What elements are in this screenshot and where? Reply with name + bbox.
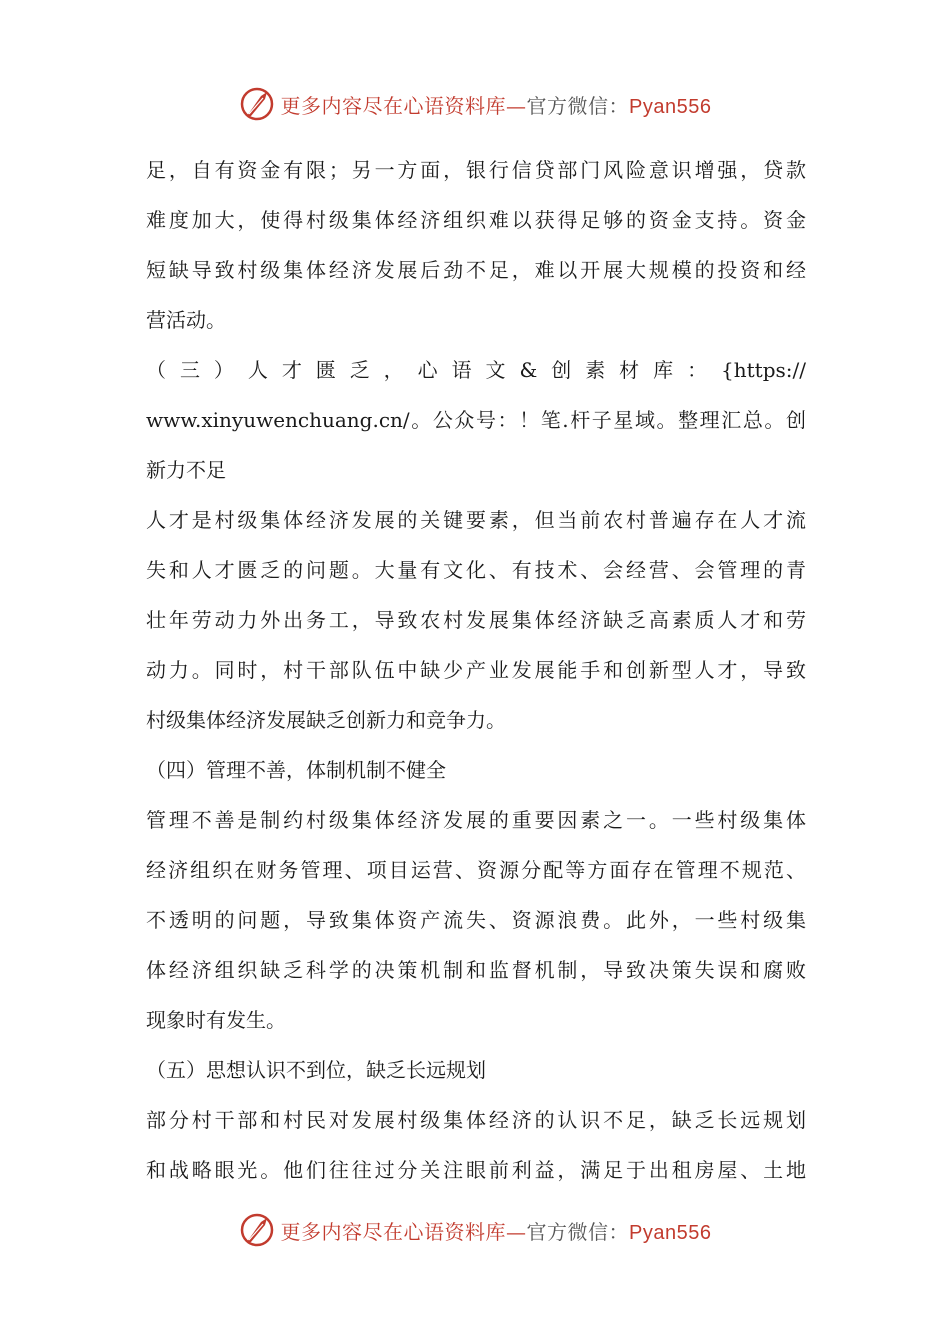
text-line: （五）思想认识不到位，缺乏长远规划 (146, 1058, 486, 1082)
text-line: 管理不善是制约村级集体经济发展的重要因素之一。一些村级集体 (146, 808, 806, 832)
header-banner (0, 82, 950, 126)
text-line: 部分村干部和村民对发展村级集体经济的认识不足，缺乏长远规划 (146, 1108, 806, 1132)
text-line: 短缺导致村级集体经济发展后劲不足，难以开展大规模的投资和经 (146, 258, 806, 282)
text-line: 动力。同时，村干部队伍中缺少产业发展能手和创新型人才，导致 (146, 658, 806, 682)
text-line: 体经济组织缺乏科学的决策机制和监督机制，导致决策失误和腐败 (146, 958, 806, 982)
banner-text (281, 1216, 712, 1245)
text-line: 营活动。 (146, 308, 226, 332)
banner-wechat-label: 官方微信： (526, 1219, 630, 1244)
text-line: 足，自有资金有限；另一方面，银行信贷部门风险意识增强，贷款 (146, 158, 806, 182)
text-line: 不透明的问题，导致集体资产流失、资源浪费。此外，一些村级集 (146, 908, 806, 932)
text-line: 经济组织在财务管理、项目运营、资源分配等方面存在管理不规范、 (146, 858, 806, 882)
banner-dash: — (506, 93, 527, 118)
text-line: 失和人才匮乏的问题。大量有文化、有技术、会经营、会管理的青 (146, 558, 806, 582)
text-line: 人才是村级集体经济发展的关键要素，但当前农村普遍存在人才流 (146, 508, 806, 532)
document-body (146, 145, 806, 1195)
text-line: 村级集体经济发展缺乏创新力和竞争力。 (146, 708, 506, 732)
banner-main-text: 更多内容尽在心语资料库 (280, 93, 507, 118)
text-line: 难度加大，使得村级集体经济组织难以获得足够的资金支持。资金 (146, 208, 806, 232)
banner-wechat-id: Pyan556 (629, 1221, 712, 1244)
text-line: 和战略眼光。他们往往过分关注眼前利益，满足于出租房屋、土地 (146, 1158, 806, 1182)
banner-wechat-label: 官方微信： (526, 93, 630, 118)
text-line: （四）管理不善，体制机制不健全 (146, 758, 446, 782)
banner-dash: — (506, 1219, 527, 1244)
banner-text (281, 90, 712, 119)
banner-main-text: 更多内容尽在心语资料库 (280, 1219, 507, 1244)
footer-banner (0, 1208, 950, 1252)
quill-logo-icon (239, 1212, 275, 1248)
text-line: www.xinyuwenchuang.cn/。公众号：！笔.杆子星域。整理汇总。创 (146, 408, 806, 432)
text-line: 现象时有发生。 (146, 1008, 286, 1032)
quill-logo-icon (239, 86, 275, 122)
text-line: 新力不足 (146, 458, 226, 482)
text-line: 壮年劳动力外出务工，导致农村发展集体经济缺乏高素质人才和劳 (146, 608, 806, 632)
banner-wechat-id: Pyan556 (629, 95, 712, 118)
text-line: （三）人才匮乏，心语文&创素材库：{https:// (146, 358, 806, 382)
